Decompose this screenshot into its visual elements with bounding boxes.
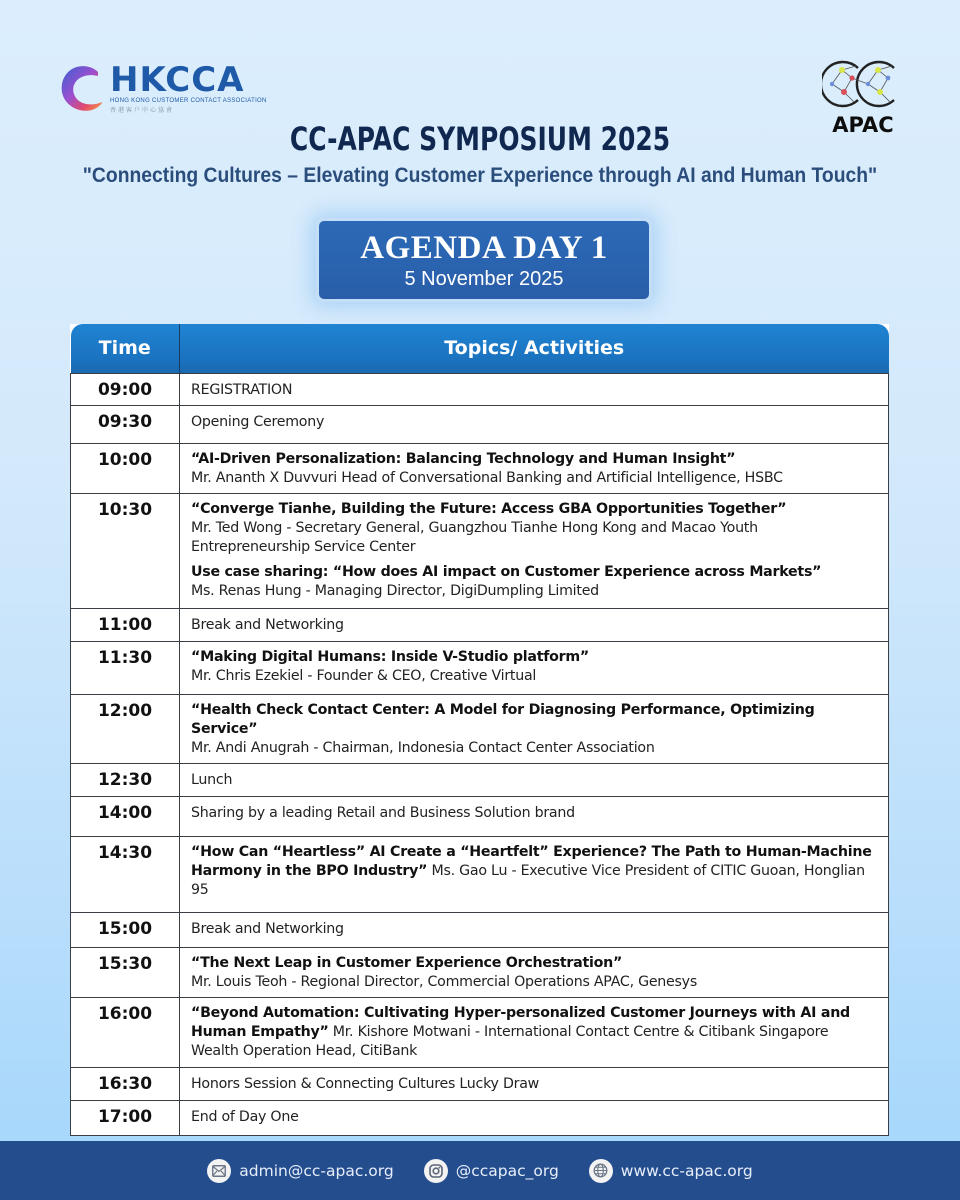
agenda-topic-block <box>191 615 878 635</box>
session-speaker: Ms. Gao Lu - Executive Vice President of CITIC Guoan, Honglian 95 <box>191 862 865 898</box>
agenda-time: 10:00 <box>71 443 180 493</box>
activity-label: Break and Networking <box>191 616 344 633</box>
agenda-topic-block <box>191 803 878 823</box>
page-title: CC-APAC SYMPOSIUM 2025 <box>289 120 671 158</box>
agenda-topic <box>180 796 889 836</box>
session-speaker: Mr. Kishore Motwani - International Contact Centre & Citibank Singapore Wealth Operation Head, CitiBank <box>191 1023 829 1059</box>
session-title: “Health Check Contact Center: A Model for Diagnosing Performance, Optimizing Service” <box>191 701 815 737</box>
agenda-row <box>71 373 889 405</box>
agenda-row <box>71 997 889 1067</box>
cc-network-icon <box>822 58 904 110</box>
hkcca-name: HKCCA <box>110 59 245 100</box>
footer-instagram-text: @ccapac_org <box>455 1161 559 1180</box>
agenda-topic-block <box>191 1004 878 1061</box>
activity-label: Sharing by a leading Retail and Business Solution brand <box>191 804 575 821</box>
activity-label: Honors Session & Connecting Cultures Lucky Draw <box>191 1075 539 1092</box>
agenda-topic-block <box>191 770 878 790</box>
agenda-time: 14:30 <box>71 836 180 912</box>
agenda-topic-block <box>191 1074 878 1094</box>
agenda-body <box>71 373 889 1135</box>
session-speaker: Mr. Andi Anugrah - Chairman, Indonesia Contact Center Association <box>191 739 655 756</box>
activity-label: REGISTRATION <box>191 381 293 398</box>
agenda-row <box>71 912 889 947</box>
agenda-topic <box>180 443 889 493</box>
session-speaker: Mr. Chris Ezekiel - Founder & CEO, Creative Virtual <box>191 667 537 684</box>
activity-label: Break and Networking <box>191 920 344 937</box>
hkcca-c-mark-icon <box>58 62 104 114</box>
session-speaker: Ms. Renas Hung - Managing Director, DigiDumpling Limited <box>191 582 599 599</box>
session-title: “How Can “Heartless” AI Create a “Heartfelt” Experience? The Path to Human-Machine Harmony in the BPO Industry” <box>191 843 872 879</box>
session-title: Use case sharing: “How does AI impact on Customer Experience across Markets” <box>191 563 822 580</box>
session-title: “AI-Driven Personalization: Balancing Technology and Human Insight” <box>191 450 736 467</box>
agenda-topic <box>180 608 889 641</box>
agenda-topic <box>180 493 889 608</box>
activity-label: Lunch <box>191 771 233 788</box>
agenda-row <box>71 836 889 912</box>
agenda-topic-block <box>191 412 878 432</box>
agenda-time: 15:00 <box>71 912 180 947</box>
agenda-time: 15:30 <box>71 947 180 997</box>
agenda-topic <box>180 763 889 796</box>
hkcca-subtitle: HONG KONG CUSTOMER CONTACT ASSOCIATION <box>110 97 267 104</box>
agenda-time: 12:30 <box>71 763 180 796</box>
agenda-topic-block <box>191 563 878 601</box>
footer-instagram[interactable] <box>424 1159 559 1183</box>
agenda-time: 17:00 <box>71 1100 180 1135</box>
session-speaker: Mr. Ananth X Duvvuri Head of Conversational Banking and Artificial Intelligence, HSBC <box>191 469 783 486</box>
column-header-time: Time <box>71 324 180 373</box>
page-subtitle: "Connecting Cultures – Elevating Customer Experience through AI and Human Touch" <box>82 164 878 187</box>
agenda-time: 09:00 <box>71 373 180 405</box>
agenda-row <box>71 405 889 443</box>
agenda-topic-block <box>191 648 878 686</box>
agenda-day-badge <box>316 218 652 302</box>
agenda-topic <box>180 997 889 1067</box>
agenda-time: 12:00 <box>71 694 180 763</box>
session-speaker: Mr. Louis Teoh - Regional Director, Commercial Operations APAC, Genesys <box>191 973 697 990</box>
agenda-row <box>71 763 889 796</box>
agenda-row <box>71 1067 889 1100</box>
agenda-row <box>71 694 889 763</box>
agenda-row <box>71 947 889 997</box>
agenda-topic <box>180 1100 889 1135</box>
globe-icon <box>589 1159 613 1183</box>
agenda-time: 09:30 <box>71 405 180 443</box>
agenda-row <box>71 1100 889 1135</box>
agenda-topic <box>180 694 889 763</box>
agenda-table <box>70 324 889 1136</box>
agenda-topic-block <box>191 954 878 992</box>
contact-footer <box>0 1141 960 1200</box>
agenda-topic <box>180 947 889 997</box>
session-title: “Converge Tianhe, Building the Future: Access GBA Opportunities Together” <box>191 500 787 517</box>
agenda-title: AGENDA DAY 1 <box>360 230 608 266</box>
footer-email-text: admin@cc-apac.org <box>239 1161 394 1180</box>
footer-email[interactable] <box>207 1159 393 1183</box>
hkcca-subtitle-cn: 香港客户中心協會 <box>110 107 175 114</box>
agenda-row <box>71 443 889 493</box>
agenda-time: 16:30 <box>71 1067 180 1100</box>
agenda-topic <box>180 373 889 405</box>
agenda-topic <box>180 912 889 947</box>
agenda-date: 5 November 2025 <box>404 268 564 290</box>
agenda-topic-block <box>191 843 878 900</box>
activity-label: Opening Ceremony <box>191 413 325 430</box>
agenda-time: 11:00 <box>71 608 180 641</box>
agenda-row <box>71 796 889 836</box>
footer-website-text: www.cc-apac.org <box>620 1161 753 1180</box>
agenda-time: 16:00 <box>71 997 180 1067</box>
agenda-time: 11:30 <box>71 641 180 694</box>
agenda-row <box>71 608 889 641</box>
agenda-time: 10:30 <box>71 493 180 608</box>
agenda-row <box>71 641 889 694</box>
agenda-topic <box>180 405 889 443</box>
hkcca-logo <box>58 59 267 114</box>
agenda-topic-block <box>191 380 878 400</box>
agenda-topic <box>180 836 889 912</box>
session-speaker: Mr. Ted Wong - Secretary General, Guangzhou Tianhe Hong Kong and Macao Youth Entrepreneurship Service Center <box>191 519 758 555</box>
column-header-topics: Topics/ Activities <box>180 324 889 373</box>
agenda-topic <box>180 641 889 694</box>
activity-label: End of Day One <box>191 1108 299 1125</box>
agenda-topic-block <box>191 500 878 557</box>
instagram-icon <box>424 1159 448 1183</box>
footer-website[interactable] <box>589 1159 753 1183</box>
mail-icon <box>207 1159 231 1183</box>
agenda-topic-block <box>191 1107 878 1127</box>
agenda-row <box>71 493 889 608</box>
apac-word: APAC <box>832 113 894 137</box>
agenda-topic-block <box>191 701 878 758</box>
session-title: “The Next Leap in Customer Experience Orchestration” <box>191 954 623 971</box>
agenda-topic-block <box>191 450 878 488</box>
agenda-time: 14:00 <box>71 796 180 836</box>
session-title: “Making Digital Humans: Inside V-Studio platform” <box>191 648 590 665</box>
session-title: “Beyond Automation: Cultivating Hyper-personalized Customer Journeys with AI and Human Empathy” <box>191 1004 850 1040</box>
agenda-topic <box>180 1067 889 1100</box>
agenda-topic-block <box>191 919 878 939</box>
